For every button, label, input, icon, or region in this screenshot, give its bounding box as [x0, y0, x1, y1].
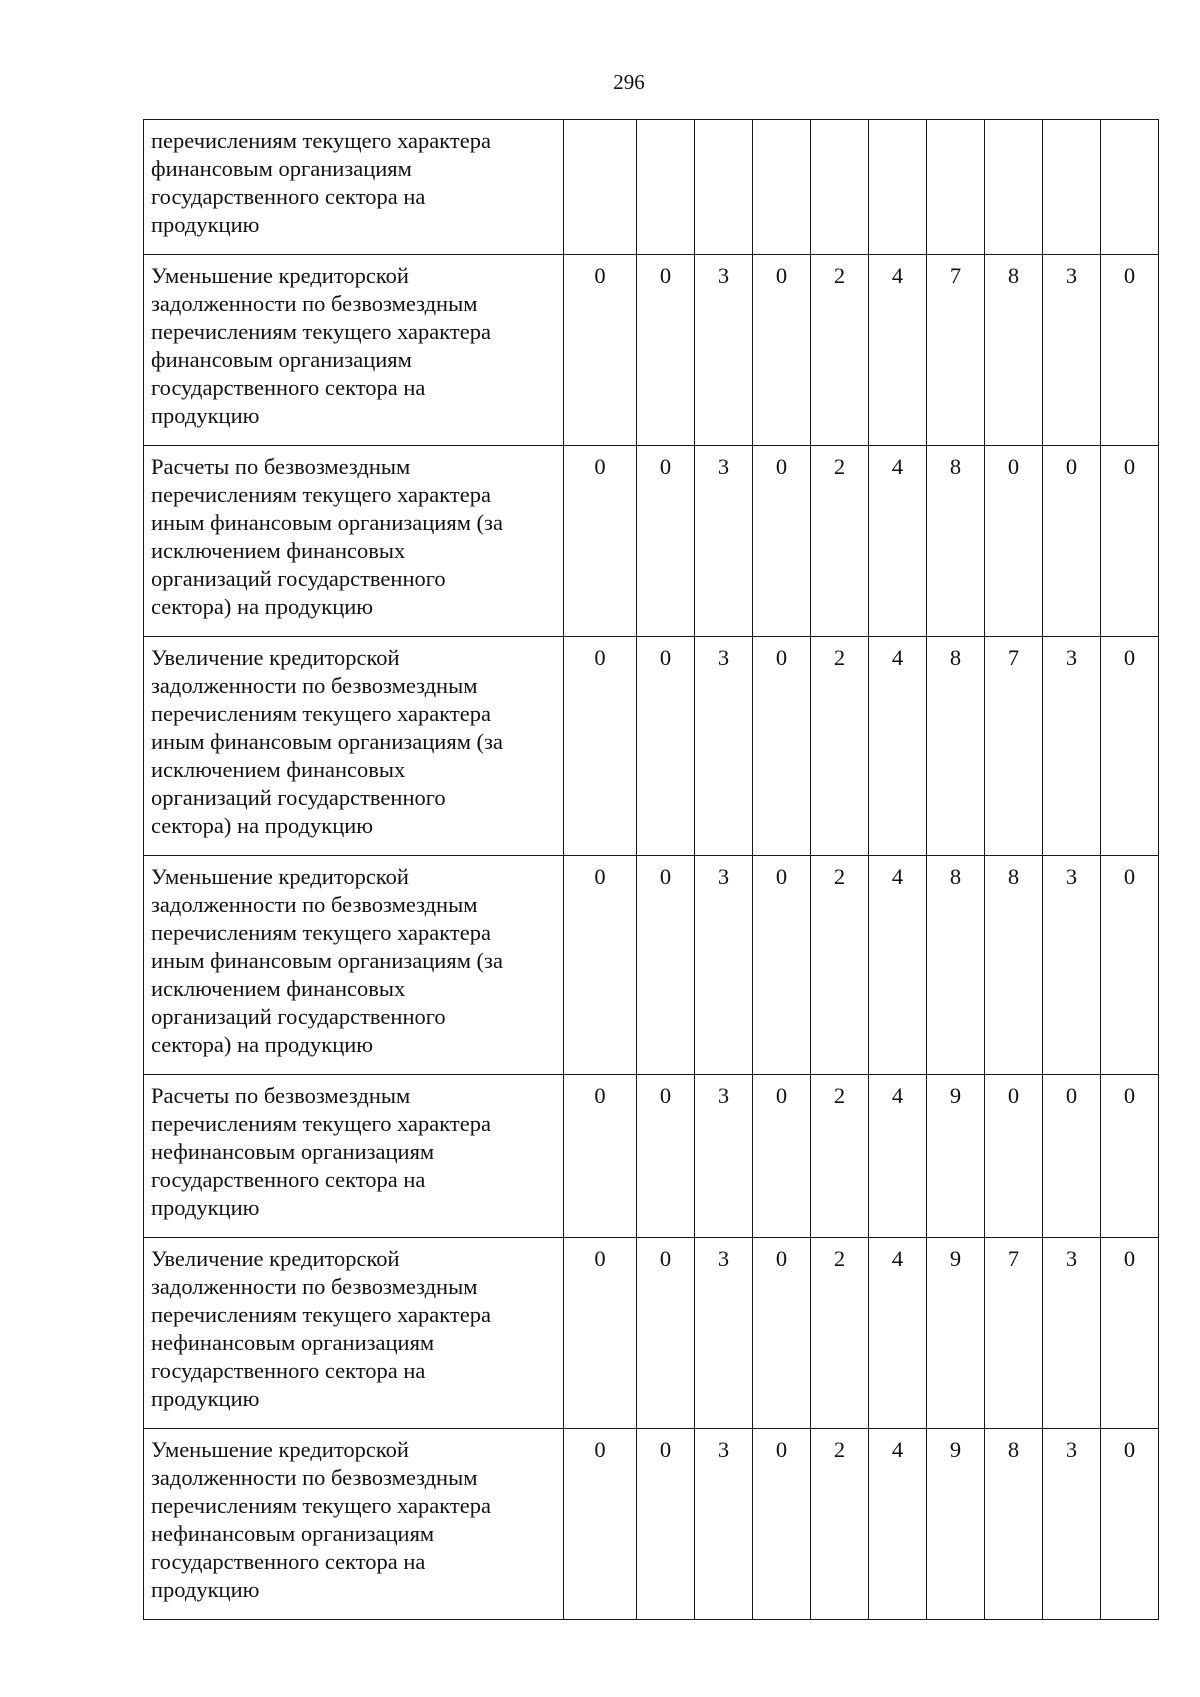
code-digit-cell: 3: [695, 1075, 753, 1238]
table-row: [144, 255, 1159, 446]
description-line: исключением финансовых: [151, 976, 406, 1001]
code-digit-cell: 0: [637, 1075, 695, 1238]
code-digit-cell: 3: [1043, 1238, 1101, 1429]
code-digit-cell: 0: [985, 446, 1043, 637]
code-digit-cell: 3: [1043, 856, 1101, 1075]
code-digit-cell: 0: [1101, 255, 1159, 446]
description-line: сектора) на продукцию: [151, 1032, 374, 1057]
code-digit-cell: 4: [869, 446, 927, 637]
description-line: Уменьшение кредиторской: [151, 1437, 409, 1462]
code-digit-cell: 3: [695, 1429, 753, 1620]
code-digit-cell: 0: [564, 255, 637, 446]
description-line: финансовым организациям: [151, 156, 412, 181]
description-line: нефинансовым организациям: [151, 1330, 435, 1355]
code-digit-cell: 0: [637, 1238, 695, 1429]
code-digit-cell: 0: [1101, 446, 1159, 637]
code-digit-cell: 9: [927, 1075, 985, 1238]
code-digit-cell: 2: [811, 255, 869, 446]
code-digit-cell: [564, 120, 637, 255]
table-row: [144, 446, 1159, 637]
description-line: перечислениям текущего характера: [151, 1302, 491, 1327]
code-digit-cell: 7: [985, 1238, 1043, 1429]
code-digit-cell: [1043, 120, 1101, 255]
description-line: исключением финансовых: [151, 538, 406, 563]
description-line: Расчеты по безвозмездным: [151, 1083, 411, 1108]
code-digit-cell: 0: [564, 637, 637, 856]
account-description-cell: [144, 1075, 564, 1238]
description-line: задолженности по безвозмездным: [151, 291, 478, 316]
description-line: Расчеты по безвозмездным: [151, 454, 411, 479]
code-digit-cell: [637, 120, 695, 255]
description-line: перечислениям текущего характера: [151, 1111, 491, 1136]
code-digit-cell: 0: [637, 1429, 695, 1620]
description-line: перечислениям текущего характера: [151, 920, 491, 945]
description-line: перечислениям текущего характера: [151, 482, 491, 507]
code-digit-cell: [985, 120, 1043, 255]
code-digit-cell: 0: [1101, 1429, 1159, 1620]
account-description-cell: [144, 1238, 564, 1429]
code-digit-cell: 3: [1043, 637, 1101, 856]
code-digit-cell: 0: [564, 856, 637, 1075]
description-line: перечислениям текущего характера: [151, 1493, 491, 1518]
code-digit-cell: 4: [869, 1429, 927, 1620]
table-row: [144, 1429, 1159, 1620]
description-line: перечислениям текущего характера: [151, 701, 491, 726]
description-line: организаций государственного: [151, 566, 446, 591]
description-line: сектора) на продукцию: [151, 594, 374, 619]
code-digit-cell: 3: [1043, 1429, 1101, 1620]
table-row: [144, 856, 1159, 1075]
code-digit-cell: 8: [927, 446, 985, 637]
code-digit-cell: 0: [753, 1075, 811, 1238]
description-line: нефинансовым организациям: [151, 1521, 435, 1546]
description-line: задолженности по безвозмездным: [151, 892, 478, 917]
code-digit-cell: 0: [1043, 1075, 1101, 1238]
code-digit-cell: 8: [927, 637, 985, 856]
account-description-cell: [144, 255, 564, 446]
code-digit-cell: 0: [1043, 446, 1101, 637]
code-digit-cell: [927, 120, 985, 255]
code-digit-cell: 8: [985, 856, 1043, 1075]
table-row: [144, 1238, 1159, 1429]
code-digit-cell: 3: [695, 856, 753, 1075]
table-row: [144, 1075, 1159, 1238]
description-line: государственного сектора на: [151, 375, 426, 400]
code-digit-cell: 7: [985, 637, 1043, 856]
code-digit-cell: 8: [985, 255, 1043, 446]
code-digit-cell: 4: [869, 255, 927, 446]
code-digit-cell: 2: [811, 1075, 869, 1238]
code-digit-cell: 0: [1101, 1075, 1159, 1238]
code-digit-cell: 0: [985, 1075, 1043, 1238]
code-digit-cell: 4: [869, 1075, 927, 1238]
code-digit-cell: 0: [564, 1075, 637, 1238]
description-line: иным финансовым организациям (за: [151, 510, 503, 535]
description-line: нефинансовым организациям: [151, 1139, 435, 1164]
code-digit-cell: [811, 120, 869, 255]
code-digit-cell: 0: [753, 856, 811, 1075]
description-line: иным финансовым организациям (за: [151, 729, 503, 754]
code-digit-cell: 4: [869, 637, 927, 856]
code-digit-cell: 3: [695, 255, 753, 446]
description-line: государственного сектора на: [151, 184, 426, 209]
code-digit-cell: 2: [811, 1238, 869, 1429]
code-digit-cell: 0: [564, 1429, 637, 1620]
description-line: перечислениям текущего характера: [151, 319, 491, 344]
code-digit-cell: [753, 120, 811, 255]
code-digit-cell: 2: [811, 446, 869, 637]
code-digit-cell: 0: [753, 637, 811, 856]
code-digit-cell: 0: [637, 856, 695, 1075]
code-digit-cell: 0: [753, 446, 811, 637]
budget-code-table: [143, 119, 1159, 1620]
account-description-cell: [144, 1429, 564, 1620]
code-digit-cell: 3: [695, 1238, 753, 1429]
account-description-cell: [144, 856, 564, 1075]
code-digit-cell: 0: [637, 446, 695, 637]
description-line: продукцию: [151, 212, 260, 237]
code-digit-cell: 4: [869, 856, 927, 1075]
code-digit-cell: [695, 120, 753, 255]
description-line: продукцию: [151, 1577, 260, 1602]
description-line: Уменьшение кредиторской: [151, 864, 409, 889]
description-line: продукцию: [151, 403, 260, 428]
code-digit-cell: [869, 120, 927, 255]
page-number: 296: [613, 70, 645, 94]
description-line: организаций государственного: [151, 1004, 446, 1029]
code-digit-cell: 0: [1101, 1238, 1159, 1429]
table-row: [144, 637, 1159, 856]
description-line: задолженности по безвозмездным: [151, 1274, 478, 1299]
code-digit-cell: 2: [811, 637, 869, 856]
account-description-cell: [144, 446, 564, 637]
code-digit-cell: 3: [695, 637, 753, 856]
code-digit-cell: 9: [927, 1238, 985, 1429]
code-digit-cell: [1101, 120, 1159, 255]
description-line: Увеличение кредиторской: [151, 645, 400, 670]
code-digit-cell: 8: [927, 856, 985, 1075]
code-digit-cell: 0: [637, 255, 695, 446]
code-digit-cell: 0: [753, 255, 811, 446]
table-row: [144, 120, 1159, 255]
code-digit-cell: 4: [869, 1238, 927, 1429]
description-line: исключением финансовых: [151, 757, 406, 782]
description-line: организаций государственного: [151, 785, 446, 810]
code-digit-cell: 3: [695, 446, 753, 637]
code-digit-cell: 0: [637, 637, 695, 856]
code-digit-cell: 3: [1043, 255, 1101, 446]
code-digit-cell: 0: [564, 446, 637, 637]
code-digit-cell: 0: [1101, 637, 1159, 856]
account-description-cell: [144, 637, 564, 856]
code-digit-cell: 0: [753, 1429, 811, 1620]
code-digit-cell: 9: [927, 1429, 985, 1620]
code-digit-cell: 0: [564, 1238, 637, 1429]
description-line: перечислениям текущего характера: [151, 128, 491, 153]
code-digit-cell: 7: [927, 255, 985, 446]
code-digit-cell: 0: [753, 1238, 811, 1429]
description-line: продукцию: [151, 1386, 260, 1411]
account-description-cell: [144, 120, 564, 255]
description-line: государственного сектора на: [151, 1549, 426, 1574]
description-line: задолженности по безвозмездным: [151, 673, 478, 698]
description-line: сектора) на продукцию: [151, 813, 374, 838]
description-line: финансовым организациям: [151, 347, 412, 372]
description-line: продукцию: [151, 1195, 260, 1220]
code-digit-cell: 8: [985, 1429, 1043, 1620]
description-line: иным финансовым организациям (за: [151, 948, 503, 973]
code-digit-cell: 2: [811, 856, 869, 1075]
description-line: государственного сектора на: [151, 1167, 426, 1192]
description-line: Увеличение кредиторской: [151, 1246, 400, 1271]
description-line: Уменьшение кредиторской: [151, 263, 409, 288]
code-digit-cell: 2: [811, 1429, 869, 1620]
description-line: задолженности по безвозмездным: [151, 1465, 478, 1490]
code-digit-cell: 0: [1101, 856, 1159, 1075]
description-line: государственного сектора на: [151, 1358, 426, 1383]
